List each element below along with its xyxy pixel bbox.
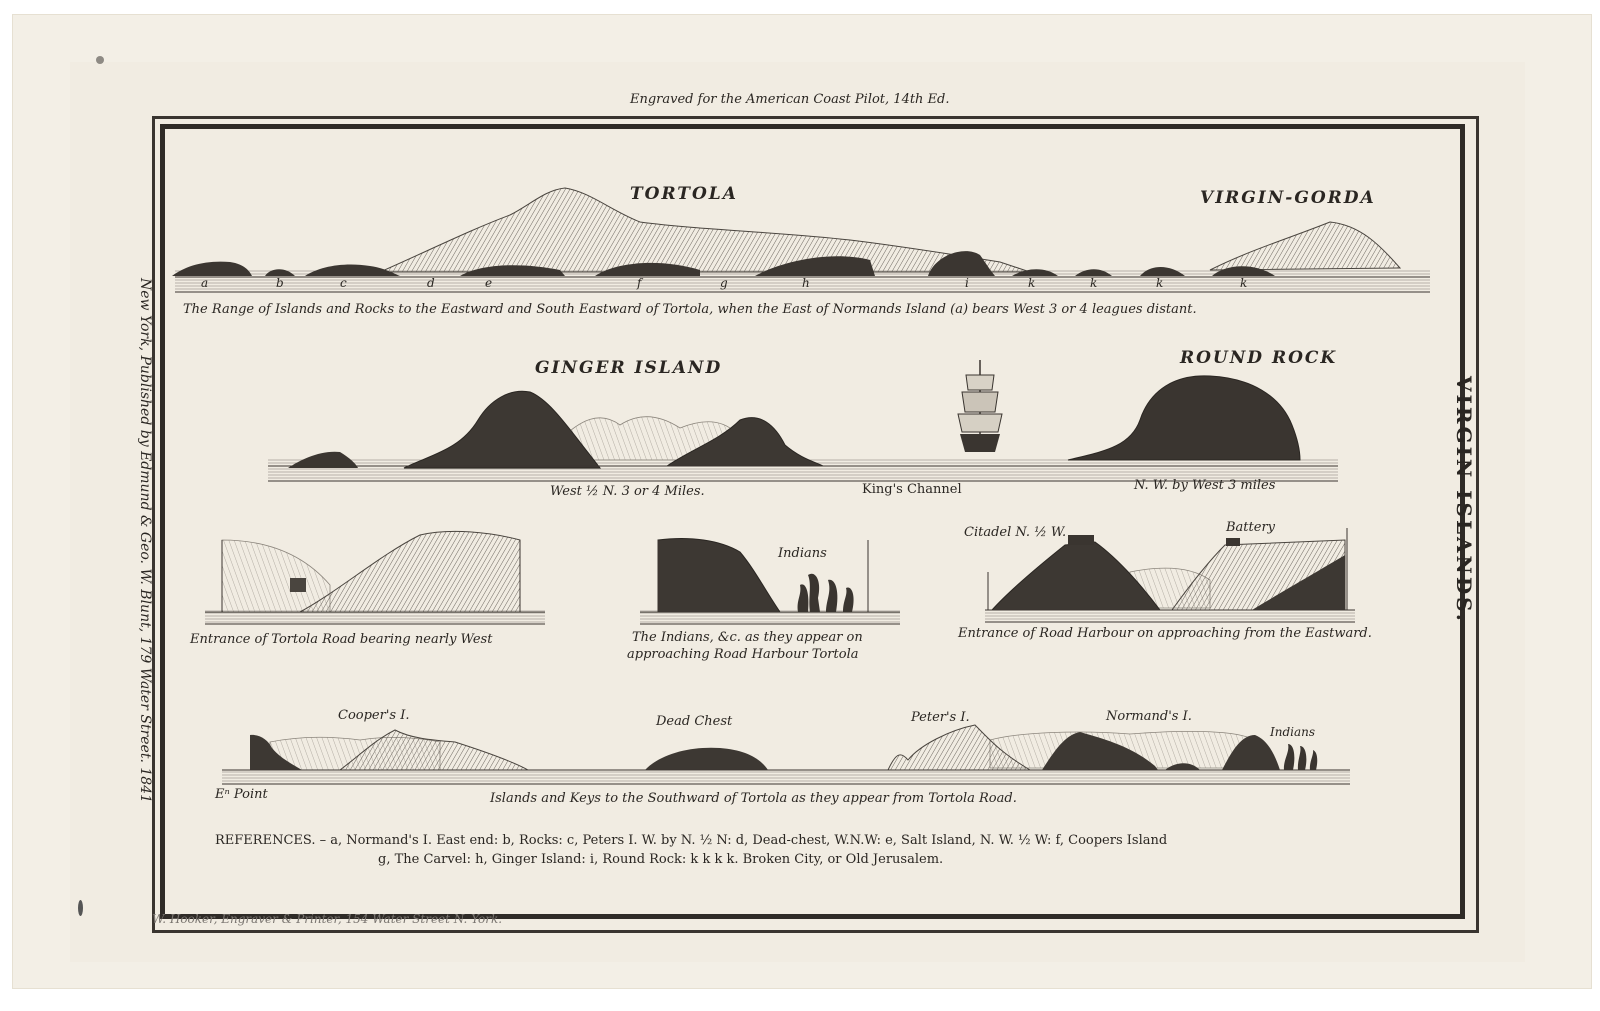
virgin-gorda-title: VIRGIN-GORDA: [1200, 188, 1376, 208]
indians-small-label: Indians: [1270, 725, 1316, 739]
indians-caption-line2: approaching Road Harbour Tortola: [627, 647, 859, 662]
ref-letter: h: [802, 276, 810, 290]
indians-caption-line1: The Indians, &c. as they appear on: [632, 630, 863, 645]
references-line-1: REFERENCES. – a, Normand's I. East end: b, Rocks: c, Peters I. W. by N. ½ N: d, Dead-chest, W.N.W: e, Salt Island, N. W. ½ W: f, Coopers Island: [215, 833, 1168, 848]
peters-label: Peter's I.: [911, 710, 970, 725]
ref-letter: i: [965, 276, 969, 290]
ginger-island-title: GINGER ISLAND: [535, 358, 723, 378]
point-label: Eⁿ Point: [215, 787, 268, 802]
ref-letter: c: [340, 276, 347, 290]
round-rock-title: ROUND ROCK: [1180, 348, 1338, 368]
round-rock-bearing-caption: N. W. by West 3 miles: [1134, 478, 1276, 493]
indians-label: Indians: [778, 546, 827, 561]
ref-letter: k: [1156, 276, 1164, 290]
tortola-road-profile: [205, 531, 545, 624]
dead-chest-label: Dead Chest: [656, 714, 733, 729]
ginger-bearing-caption: West ½ N. 3 or 4 Miles.: [550, 484, 705, 499]
tortola-range-caption: The Range of Islands and Rocks to the Eastward and South Eastward of Tortola, when the East of Normands Island (a) bears West 3 or 4 leagues distant.: [183, 302, 1197, 317]
ref-letter: k: [1028, 276, 1036, 290]
engraving-header: Engraved for the American Coast Pilot, 14th Ed.: [630, 92, 950, 107]
indians-rocks-profile: [640, 539, 900, 625]
ref-letter: a: [201, 276, 209, 290]
kings-channel-caption: King's Channel: [862, 482, 962, 497]
battery-label: Battery: [1226, 520, 1276, 535]
ref-letter: f: [637, 276, 642, 290]
tortola-road-caption: Entrance of Tortola Road bearing nearly West: [190, 632, 493, 647]
ref-letter: d: [427, 276, 435, 290]
citadel-label: Citadel N. ½ W.: [964, 525, 1067, 540]
tortola-title: TORTOLA: [630, 184, 738, 204]
normands-label: Normand's I.: [1106, 709, 1192, 724]
road-harbour-caption: Entrance of Road Harbour on approaching from the Eastward.: [958, 626, 1372, 641]
southward-keys-profile: [222, 725, 1350, 784]
ref-letter: b: [276, 276, 284, 290]
ref-letter: g: [720, 276, 728, 290]
references-line-2: g, The Carvel: h, Ginger Island: i, Round Rock: k k k k. Broken City, or Old Jerusalem.: [378, 852, 944, 867]
ref-letter: e: [485, 276, 493, 290]
publisher-imprint: New York, Published by Edmund & Geo. W. Blunt, 179 Water Street. 1841: [137, 278, 153, 803]
ref-letter: k: [1090, 276, 1098, 290]
ref-letter: k: [1240, 276, 1248, 290]
engraver-imprint: W. Hooker, Engraver & Printer, 154 Water Street N. York.: [152, 912, 503, 926]
road-harbour-profile: [985, 528, 1355, 622]
side-title: VIRGIN ISLANDS.: [1452, 376, 1476, 624]
ginger-island-profile: [268, 360, 1338, 482]
southward-keys-caption: Islands and Keys to the Southward of Tortola as they appear from Tortola Road.: [490, 791, 1017, 806]
coopers-label: Cooper's I.: [338, 708, 410, 723]
sailing-ship-drawing: [958, 360, 1002, 452]
